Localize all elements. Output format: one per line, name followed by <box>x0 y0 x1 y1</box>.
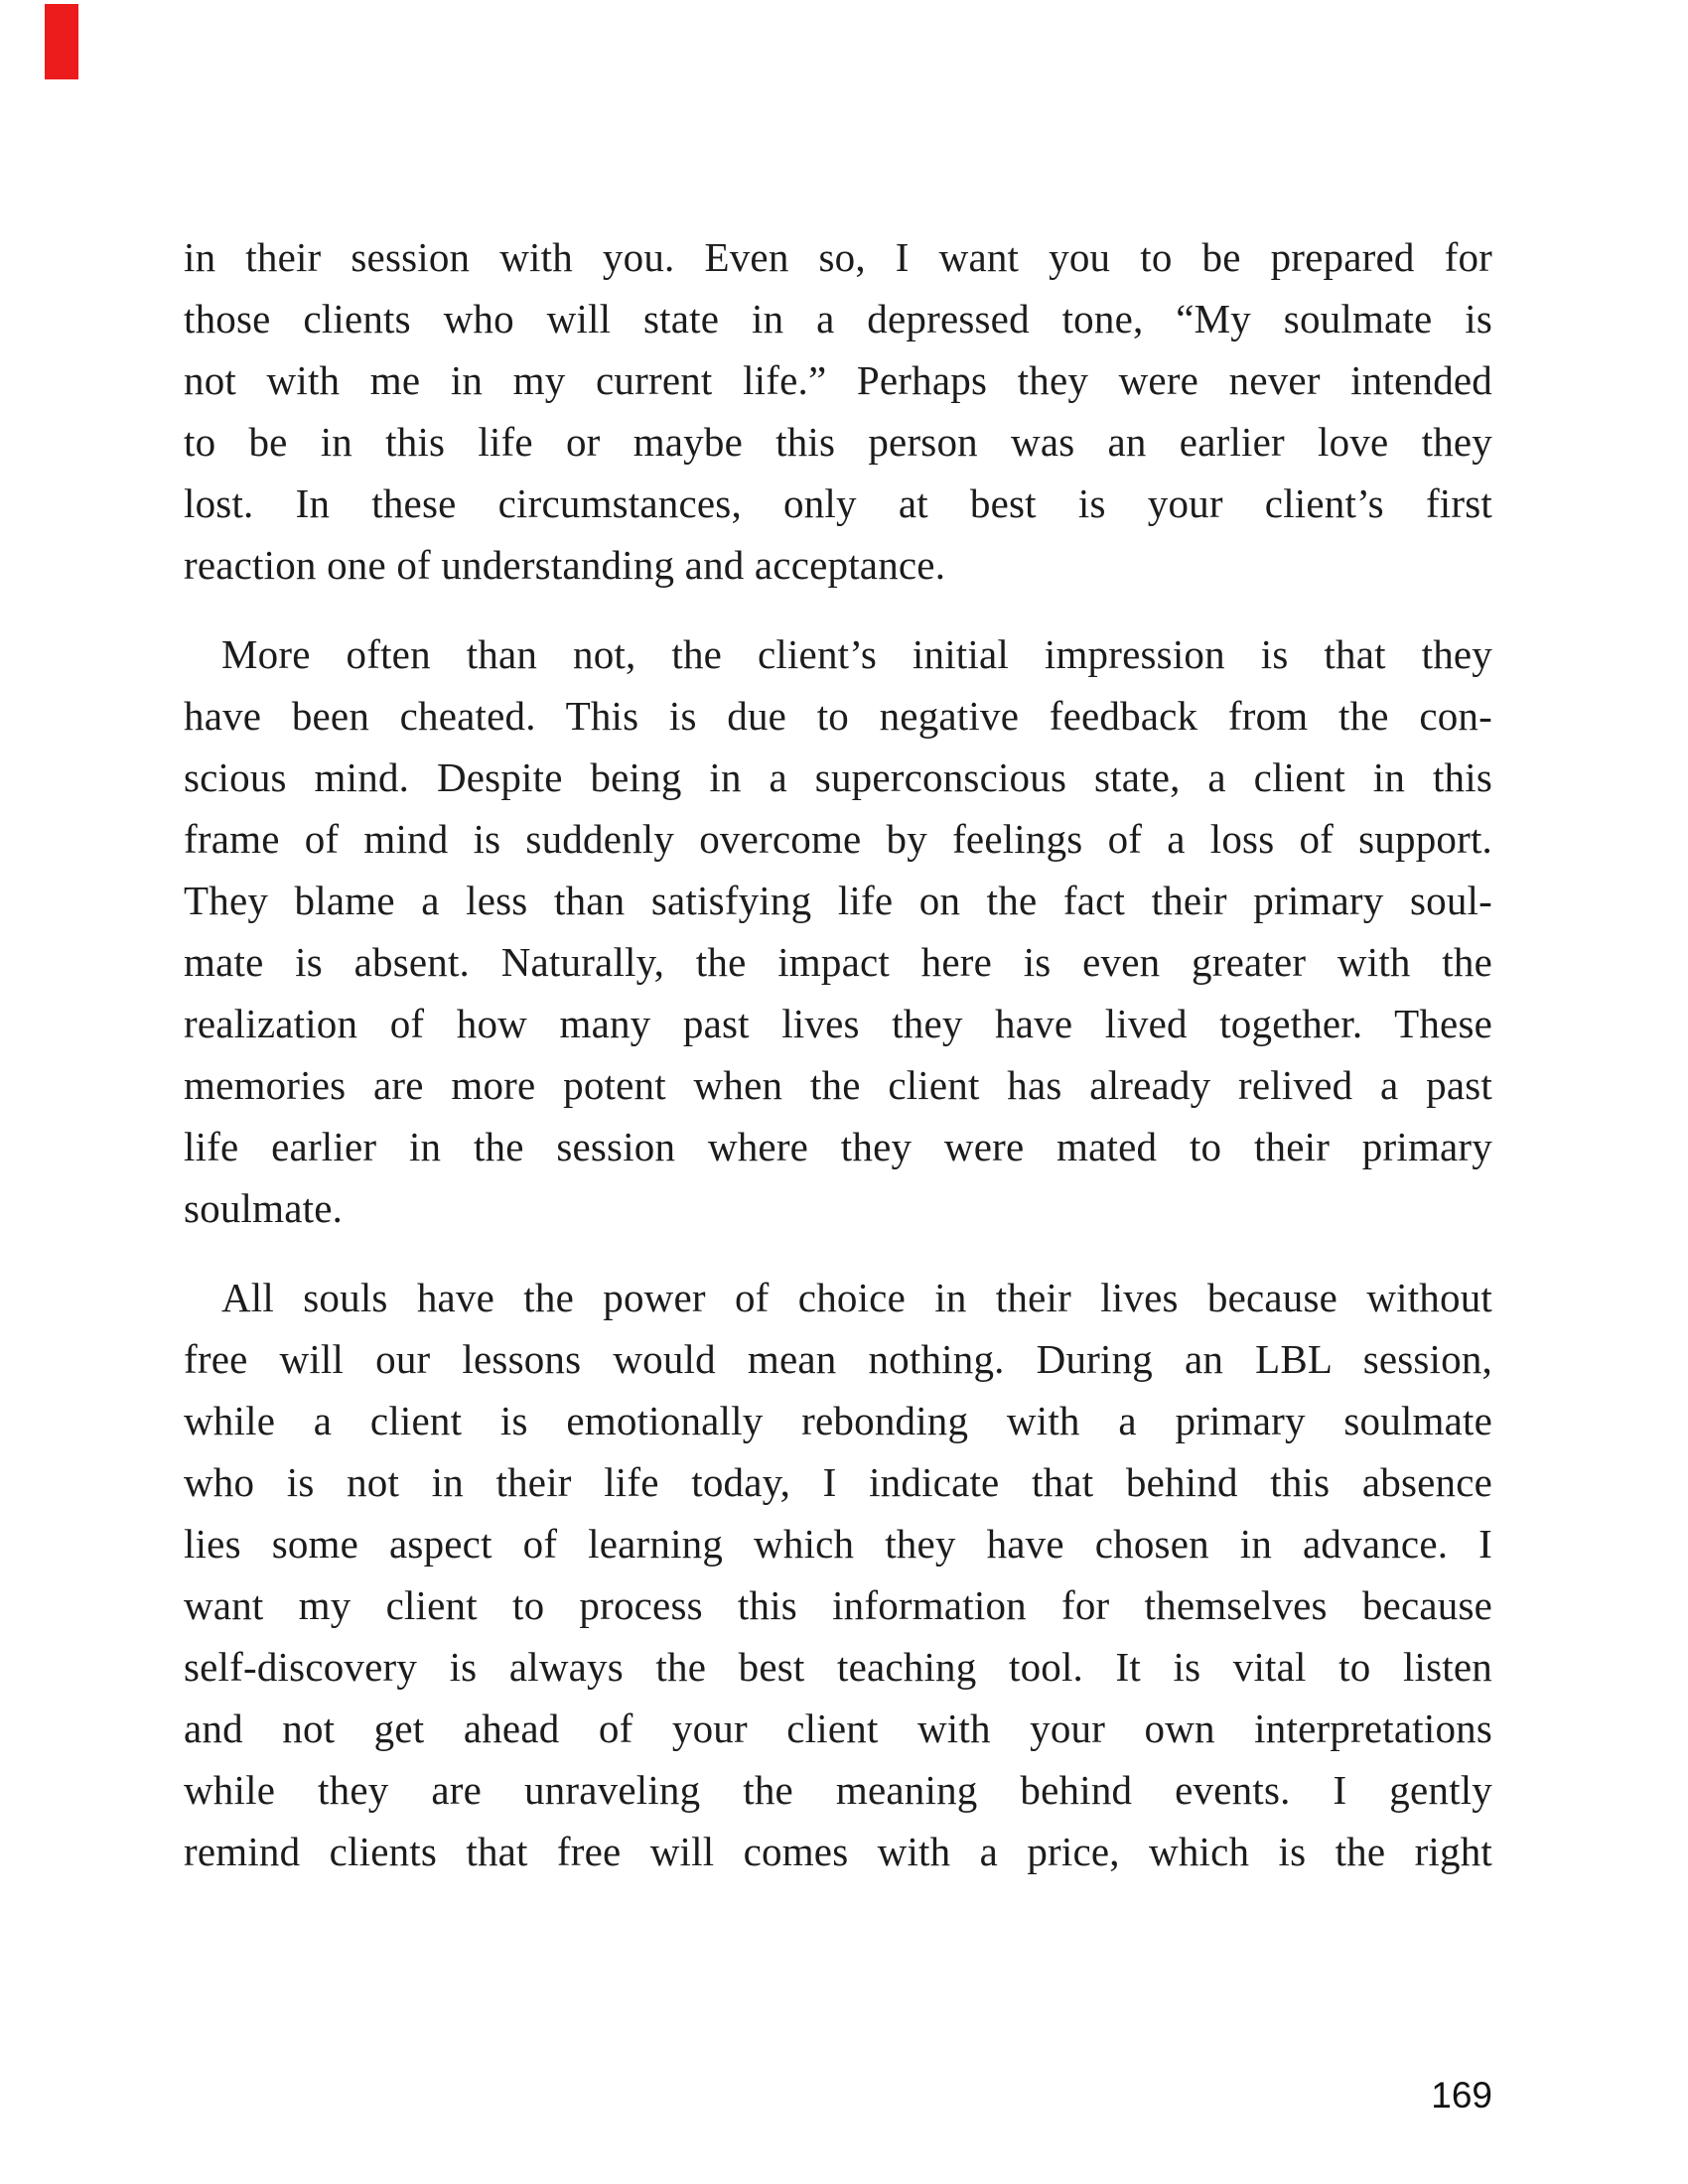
text-line: lost. In these circumstances, only at best is your client’s first <box>184 480 1492 526</box>
text-line: They blame a less than satisfying life on the fact their primary soul- <box>184 878 1492 923</box>
paragraph <box>184 226 1492 596</box>
text-line: remind clients that free will comes with a price, which is the right <box>184 1829 1492 1874</box>
text-line: while they are unraveling the meaning behind events. I gently <box>184 1767 1492 1813</box>
text-line: have been cheated. This is due to negative feedback from the con- <box>184 693 1492 739</box>
text-line: reaction one of understanding and acceptance. <box>184 542 946 588</box>
text-line: in their session with you. Even so, I want you to be prepared for <box>184 234 1492 280</box>
text-line: life earlier in the session where they were mated to their primary <box>184 1124 1492 1169</box>
text-line: and not get ahead of your client with your own interpretations <box>184 1706 1492 1751</box>
text-line: memories are more potent when the client has already relived a past <box>184 1062 1492 1108</box>
text-line: mate is absent. Naturally, the impact here is even greater with the <box>184 939 1492 985</box>
text-line: those clients who will state in a depressed tone, “My soulmate is <box>184 296 1492 341</box>
text-line: while a client is emotionally rebonding with a primary soulmate <box>184 1398 1492 1443</box>
paragraph <box>184 623 1492 1239</box>
text-line: soulmate. <box>184 1185 344 1231</box>
red-scan-mark <box>45 4 78 79</box>
text-line: free will our lessons would mean nothing. During an LBL session, <box>184 1336 1492 1382</box>
paragraph <box>184 1267 1492 1882</box>
text-line: to be in this life or maybe this person was an earlier love they <box>184 419 1492 465</box>
text-line: frame of mind is suddenly overcome by feelings of a loss of support. <box>184 816 1492 862</box>
text-line: who is not in their life today, I indicate that behind this absence <box>184 1459 1492 1505</box>
text-line: not with me in my current life.” Perhaps they were never intended <box>184 357 1492 403</box>
text-line: More often than not, the client’s initial impression is that they <box>221 631 1492 677</box>
text-line: All souls have the power of choice in their lives because without <box>221 1275 1492 1320</box>
text-line: realization of how many past lives they have lived together. These <box>184 1001 1492 1046</box>
text-line: scious mind. Despite being in a superconscious state, a client in this <box>184 754 1492 800</box>
text-line: want my client to process this information for themselves because <box>184 1582 1492 1628</box>
text-line: lies some aspect of learning which they have chosen in advance. I <box>184 1521 1492 1567</box>
text-line: self-discovery is always the best teaching tool. It is vital to listen <box>184 1644 1492 1690</box>
page-number: 169 <box>1431 2075 1492 2116</box>
body-text-block <box>184 226 1492 1882</box>
